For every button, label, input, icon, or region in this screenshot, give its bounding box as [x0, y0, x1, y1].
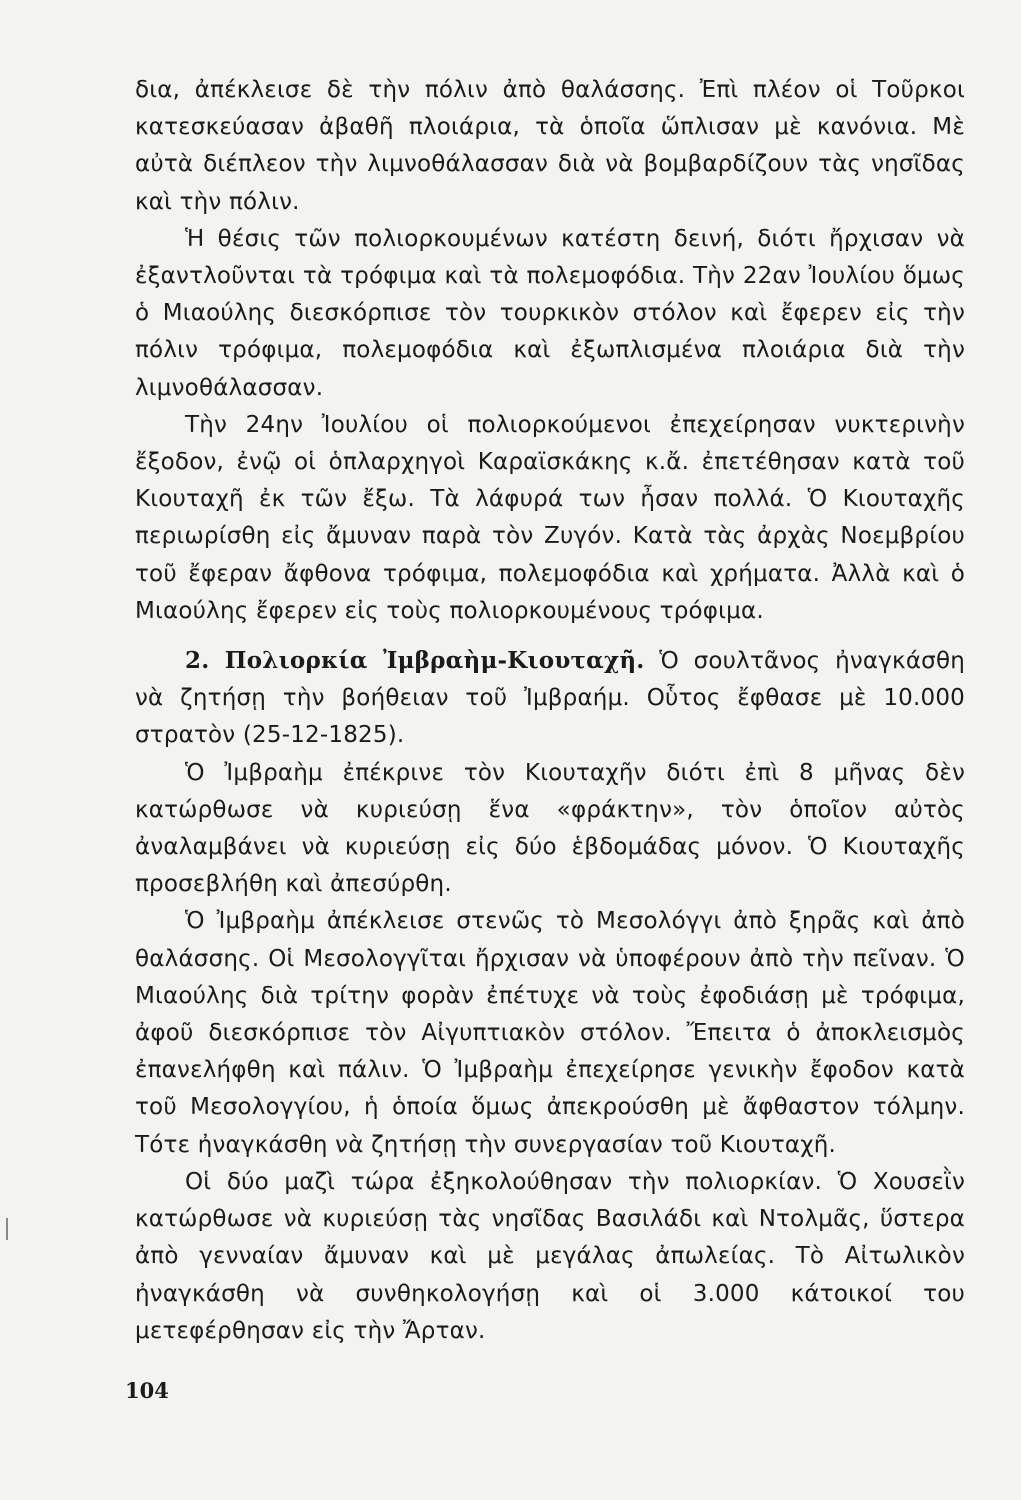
paragraph-blockade: Ὁ Ἰμβραὴμ ἀπέκλεισε στενῶς τὸ Μεσολόγγι ἀπὸ ξηρᾶς καὶ ἀπὸ θαλάσσης. Οἱ Μεσολογγῖται ἤρχισαν νὰ ὑποφέρουν ἀπὸ τὴν πεῖναν. Ὁ Μιαούλης διὰ τρίτην φορὰν ἐπέτυχε νὰ τοὺς ἐφοδιάσῃ μὲ τρόφιμα, ἀφοῦ διεσκόρπισε τὸν Αἰγυπτιακὸν στόλον. Ἔπειτα ὁ ἀποκλεισμὸς ἐπανελήφθη καὶ πάλιν. Ὁ Ἰμβραὴμ ἐπεχείρησε γενικὴν ἔφοδον κατὰ τοῦ Μεσολογγίου, ἡ ὁποία ὅμως ἀπεκρούσθη μὲ ἄφθαστον τόλμην. Τότε ἠναγκάσθη νὰ ζητήσῃ τὴν συνεργασίαν τοῦ Κιουταχῆ.	[135, 908, 965, 1158]
paragraph-besieged-position: Ἡ θέσις τῶν πολιορκουμένων κατέστη δεινή, διότι ἤρχισαν νὰ ἐξαντλοῦνται τὰ τρόφιμα καὶ τὰ πολεμοφόδια. Τὴν 22αν Ἰουλίου ὅμως ὁ Μιαούλης διεσκόρπισε τὸν τουρκικὸν στόλον καὶ ἔφερεν εἰς τὴν πόλιν τρόφιμα, πολεμοφόδια καὶ ἐξωπλισμένα πλοιάρια διὰ τὴν λιμνοθάλασσαν.	[135, 225, 965, 401]
section-heading: 2. Πολιορκία Ἰμβραὴμ-Κιουταχῆ.	[185, 647, 645, 675]
section-gap	[135, 630, 965, 642]
section-paragraph	[135, 642, 965, 755]
margin-mark	[6, 1218, 8, 1240]
paragraph-joint-siege: Οἱ δύο μαζὶ τώρα ἐξηκολούθησαν τὴν πολιορκίαν. Ὁ Χουσεῒν κατώρθωσε νὰ κυριεύσῃ τὰς νησῖδας Βασιλάδι καὶ Ντολμᾶς, ὕστερα ἀπὸ γενναίαν ἄμυναν καὶ μὲ μεγάλας ἀπωλείας. Τὸ Αἰτωλικὸν ἠναγκάσθη νὰ συνθηκολογήσῃ καὶ οἱ 3.000 κάτοικοί του μετεφέρθησαν εἰς τὴν Ἄρταν.	[135, 1168, 965, 1344]
page-number: 104	[125, 1378, 169, 1403]
paragraph-night-sortie: Τὴν 24ην Ἰουλίου οἱ πολιορκούμενοι ἐπεχείρησαν νυκτερινὴν ἔξοδον, ἐνῷ οἱ ὁπλαρχηγοὶ Καραϊσκάκης κ.ἄ. ἐπετέθησαν κατὰ τοῦ Κιουταχῆ ἐκ τῶν ἔξω. Τὰ λάφυρά των ἦσαν πολλά. Ὁ Κιουταχῆς περιωρίσθη εἰς ἄμυναν παρὰ τὸν Ζυγόν. Κατὰ τὰς ἀρχὰς Νοεμβρίου τοῦ ἔφεραν ἄφθονα τρόφιμα, πολεμοφόδια καὶ χρήματα. Ἀλλὰ καὶ ὁ Μιαούλης ἔφερεν εἰς τοὺς πολιορκουμένους τρόφιμα.	[135, 411, 965, 624]
paragraph-continuation: δια, ἀπέκλεισε δὲ τὴν πόλιν ἀπὸ θαλάσσης. Ἐπὶ πλέον οἱ Τοῦρκοι κατεσκεύασαν ἀβαθῆ πλοιάρια, τὰ ὁποῖα ὥπλισαν μὲ κανόνια. Μὲ αὐτὰ διέπλεον τὴν λιμνοθάλασσαν διὰ νὰ βομβαρδίζουν τὰς νησῖδας καὶ τὴν πόλιν.	[135, 77, 965, 215]
paragraph-ibrahim-criticism: Ὁ Ἰμβραὴμ ἐπέκρινε τὸν Κιουταχῆν διότι ἐπὶ 8 μῆνας δὲν κατώρθωσε νὰ κυριεύσῃ ἕνα «φράκτην», τὸν ὁποῖον αὐτὸς ἀναλαμβάνει νὰ κυριεύσῃ εἰς δύο ἑβδομάδας μόνον. Ὁ Κιουταχῆς προσεβλήθη καὶ ἀπεσύρθη.	[135, 759, 965, 898]
body-text	[135, 72, 965, 1350]
section-lead-text: Ὁ σουλτᾶνος ἠναγκάσθη νὰ ζητήσῃ τὴν βοήθειαν τοῦ Ἰμβραήμ. Οὗτος ἔφθασε μὲ 10.000 στρατὸν (25-12-1825).	[135, 648, 966, 749]
